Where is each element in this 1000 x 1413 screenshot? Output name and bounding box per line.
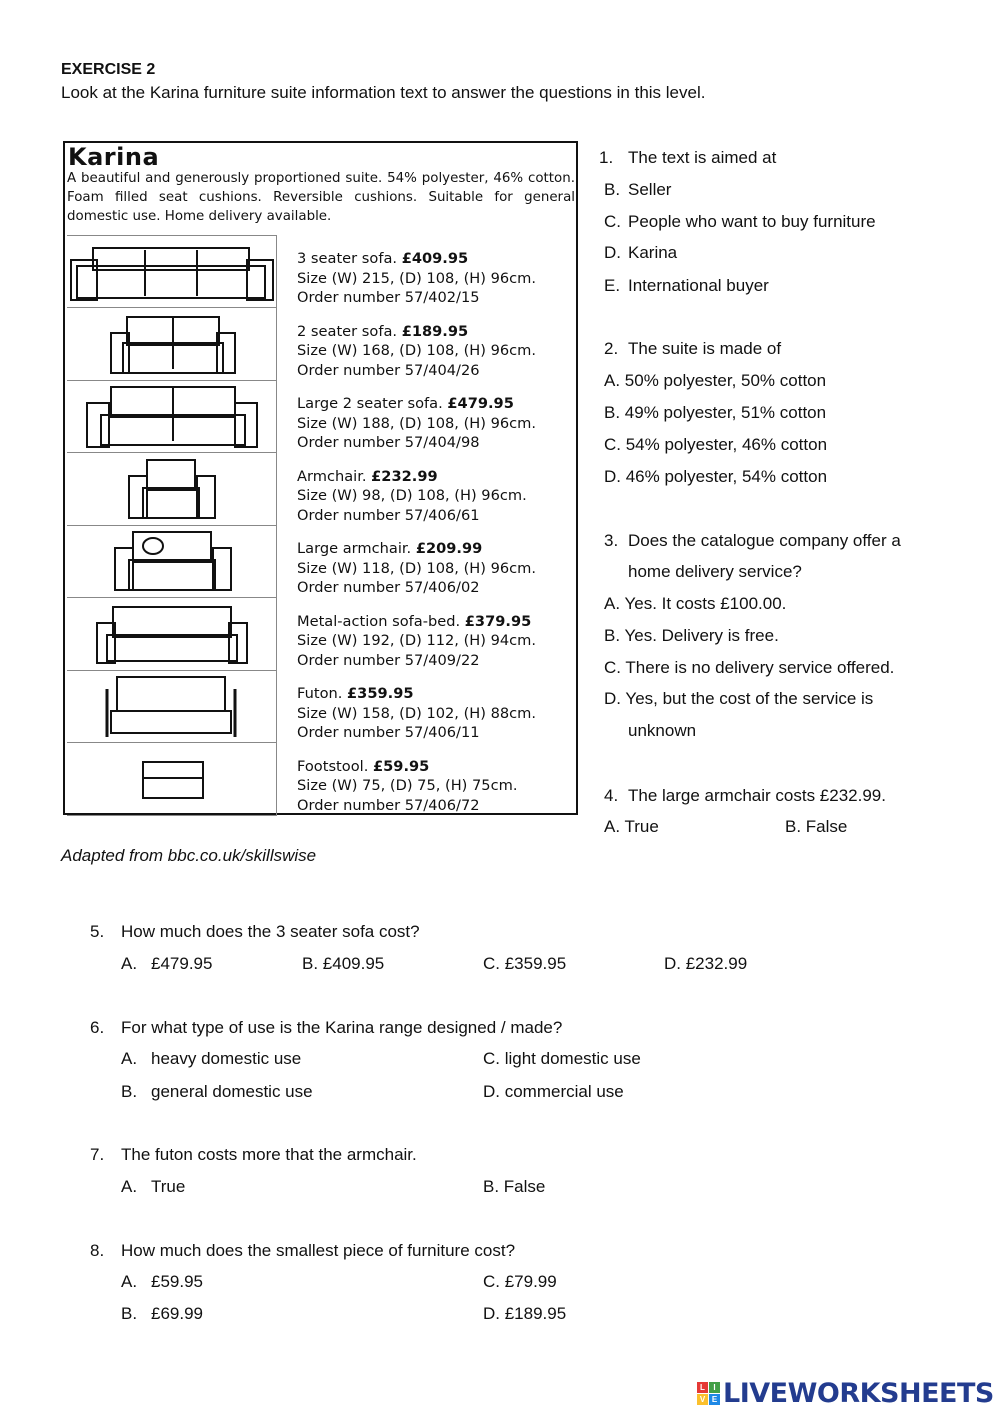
catalogue-description: A beautiful and generously proportioned suite. 54% polyester, 46% cotton. Foam filled seat cushions. Reversible cushions. Suitable for general domestic use. Home delivery available.	[67, 171, 575, 224]
q2-text: The suite is made of	[628, 339, 782, 358]
q5-option-a[interactable]: £479.95	[151, 954, 213, 973]
item-name: Large 2 seater sofa.	[297, 395, 443, 412]
catalogue-item-image	[67, 236, 276, 308]
q8-option-a-letter[interactable]: A.	[121, 1272, 138, 1291]
q1-option-d-letter[interactable]: D.	[604, 243, 621, 262]
catalogue-item	[297, 539, 536, 598]
item-name-line	[297, 757, 517, 777]
item-order-number: Order number 57/402/15	[297, 289, 480, 306]
item-name: Large armchair.	[297, 540, 412, 557]
large-two-seater-sofa-icon	[67, 381, 276, 453]
q1-option-b[interactable]: Seller	[628, 180, 672, 199]
item-size: Size (W) 192, (D) 112, (H) 94cm.	[297, 632, 537, 649]
q3-option-a[interactable]: A. Yes. It costs £100.00.	[604, 594, 787, 613]
item-price: £479.95	[447, 395, 514, 412]
item-name: Footstool.	[297, 757, 369, 775]
item-size: Size (W) 98, (D) 108, (H) 96cm.	[297, 487, 527, 504]
q1-option-b-letter[interactable]: B.	[604, 180, 621, 199]
item-name: Armchair.	[297, 467, 367, 485]
item-price: £379.95	[464, 612, 532, 630]
catalogue-item-image	[67, 599, 276, 671]
q3-option-d-continued: unknown	[628, 721, 697, 740]
catalogue-image-column	[67, 235, 277, 816]
q1-option-d[interactable]: Karina	[628, 243, 678, 262]
item-price: £232.99	[371, 467, 438, 485]
armchair-icon	[67, 454, 276, 526]
q8-option-b[interactable]: £69.99	[151, 1304, 203, 1323]
exercise-heading: EXERCISE 2	[61, 61, 156, 78]
item-order-number: Order number 57/406/72	[297, 796, 480, 814]
catalogue-item-image	[67, 671, 276, 743]
q3-option-d[interactable]: D. Yes, but the cost of the service is	[604, 689, 874, 708]
q3-text-line2: home delivery service?	[628, 562, 802, 581]
q4-number: 4.	[604, 786, 619, 805]
item-name-line	[297, 684, 536, 704]
catalogue-box	[63, 141, 578, 815]
item-order-number: Order number 57/404/98	[297, 434, 480, 451]
item-name-line	[297, 249, 536, 269]
q6-text: For what type of use is the Karina range designed / made?	[121, 1018, 563, 1037]
q6-option-c[interactable]: C. light domestic use	[483, 1049, 641, 1068]
futon-icon	[67, 671, 276, 743]
large-armchair-icon	[67, 526, 276, 598]
item-name-line	[297, 467, 527, 487]
item-name-line	[297, 394, 536, 414]
item-order-number: Order number 57/406/11	[297, 724, 480, 741]
q3-text-line1: Does the catalogue company offer a	[628, 531, 901, 550]
q2-option-a[interactable]: A. 50% polyester, 50% cotton	[604, 371, 827, 390]
sofa-bed-icon	[67, 599, 276, 671]
two-seater-sofa-icon	[67, 309, 276, 381]
item-order-number: Order number 57/409/22	[297, 651, 480, 669]
q7-option-b[interactable]: B. False	[483, 1177, 546, 1196]
q7-number: 7.	[90, 1145, 105, 1164]
source-credit: Adapted from bbc.co.uk/skillswise	[61, 846, 317, 865]
item-price: £59.95	[372, 757, 430, 775]
item-size: Size (W) 75, (D) 75, (H) 75cm.	[297, 777, 518, 794]
catalogue-item-image	[67, 309, 276, 381]
item-price: £359.95	[347, 685, 414, 702]
q2-number: 2.	[604, 339, 619, 358]
catalogue-item-image	[67, 526, 276, 598]
q6-option-b-letter[interactable]: B.	[121, 1082, 138, 1101]
q1-option-e-letter[interactable]: E.	[604, 276, 621, 295]
catalogue-item-image	[67, 454, 276, 526]
item-size: Size (W) 168, (D) 108, (H) 96cm.	[297, 342, 537, 359]
q8-option-c[interactable]: C. £79.99	[483, 1272, 557, 1291]
q4-option-b[interactable]: B. False	[785, 817, 848, 836]
q1-option-c[interactable]: People who want to buy furniture	[628, 212, 876, 231]
catalogue-item	[297, 757, 517, 816]
logo-badge-v: V	[697, 1394, 708, 1405]
logo-badge-l: L	[697, 1382, 708, 1393]
logo-badge-icon	[697, 1382, 721, 1406]
q7-option-a-letter[interactable]: A.	[121, 1177, 138, 1196]
instructions-text: Look at the Karina furniture suite information text to answer the questions in this level.	[61, 83, 706, 102]
catalogue-item	[297, 612, 536, 671]
q4-text: The large armchair costs £232.99.	[628, 786, 886, 805]
footstool-icon	[67, 744, 276, 816]
q3-option-c[interactable]: C. There is no delivery service offered.	[604, 658, 895, 677]
q2-option-d[interactable]: D. 46% polyester, 54% cotton	[604, 467, 828, 486]
q3-number: 3.	[604, 531, 619, 550]
item-size: Size (W) 118, (D) 108, (H) 96cm.	[297, 559, 537, 577]
q5-number: 5.	[90, 922, 105, 941]
q1-number: 1.	[599, 148, 614, 167]
catalogue-item	[297, 684, 536, 743]
q6-option-a-letter[interactable]: A.	[121, 1049, 138, 1068]
item-price: £189.95	[401, 322, 469, 340]
q1-option-c-letter[interactable]: C.	[604, 212, 621, 231]
logo-badge-i: I	[709, 1382, 720, 1393]
q5-option-d[interactable]: D. £232.99	[664, 954, 748, 973]
item-size: Size (W) 188, (D) 108, (H) 96cm.	[297, 414, 537, 432]
q5-option-b[interactable]: B. £409.95	[302, 954, 385, 973]
item-name: 3 seater sofa.	[297, 250, 398, 267]
item-size: Size (W) 215, (D) 108, (H) 96cm.	[297, 269, 537, 287]
catalogue-item	[297, 249, 536, 308]
item-size: Size (W) 158, (D) 102, (H) 88cm.	[297, 704, 537, 722]
item-price: £209.99	[415, 540, 483, 557]
logo-badge-e: E	[709, 1394, 720, 1405]
catalogue-item-image	[67, 381, 276, 453]
q5-option-a-letter[interactable]: A.	[121, 954, 138, 973]
item-name: 2 seater sofa.	[297, 322, 398, 340]
item-order-number: Order number 57/406/61	[297, 506, 480, 524]
item-name-line	[297, 539, 536, 559]
item-name-line	[297, 612, 536, 632]
q7-text: The futon costs more that the armchair.	[121, 1145, 417, 1164]
item-price: £409.95	[401, 250, 469, 267]
q5-option-c[interactable]: C. £359.95	[483, 954, 567, 973]
q2-option-b[interactable]: B. 49% polyester, 51% cotton	[604, 403, 827, 422]
logo-text: LIVEWORKSHEETS	[723, 1378, 994, 1409]
item-order-number: Order number 57/404/26	[297, 361, 480, 379]
catalogue-title: Karina	[68, 143, 160, 171]
catalogue-item-image	[67, 744, 276, 816]
catalogue-item	[297, 322, 536, 381]
item-order-number: Order number 57/406/02	[297, 579, 480, 596]
q6-option-b[interactable]: general domestic use	[151, 1082, 313, 1101]
item-name: Metal-action sofa-bed.	[297, 612, 461, 630]
q8-option-a[interactable]: £59.95	[151, 1272, 203, 1291]
q8-number: 8.	[90, 1241, 105, 1260]
item-name: Futon.	[297, 685, 343, 702]
q4-option-a[interactable]: A. True	[604, 817, 659, 836]
item-name-line	[297, 322, 536, 342]
q8-text: How much does the smallest piece of furniture cost?	[121, 1241, 516, 1260]
q6-number: 6.	[90, 1018, 105, 1037]
q8-option-b-letter[interactable]: B.	[121, 1304, 138, 1323]
q7-option-a[interactable]: True	[151, 1177, 186, 1196]
q5-text: How much does the 3 seater sofa cost?	[121, 922, 420, 941]
q6-option-a[interactable]: heavy domestic use	[151, 1049, 302, 1068]
catalogue-item	[297, 467, 527, 526]
q8-option-d[interactable]: D. £189.95	[483, 1304, 567, 1323]
q3-option-b[interactable]: B. Yes. Delivery is free.	[604, 626, 779, 645]
catalogue-item	[297, 394, 536, 453]
three-seater-sofa-icon	[67, 236, 276, 308]
q1-text: The text is aimed at	[628, 148, 777, 167]
q6-option-d[interactable]: D. commercial use	[483, 1082, 624, 1101]
q2-option-c[interactable]: C. 54% polyester, 46% cotton	[604, 435, 828, 454]
q1-option-e[interactable]: International buyer	[628, 276, 769, 295]
